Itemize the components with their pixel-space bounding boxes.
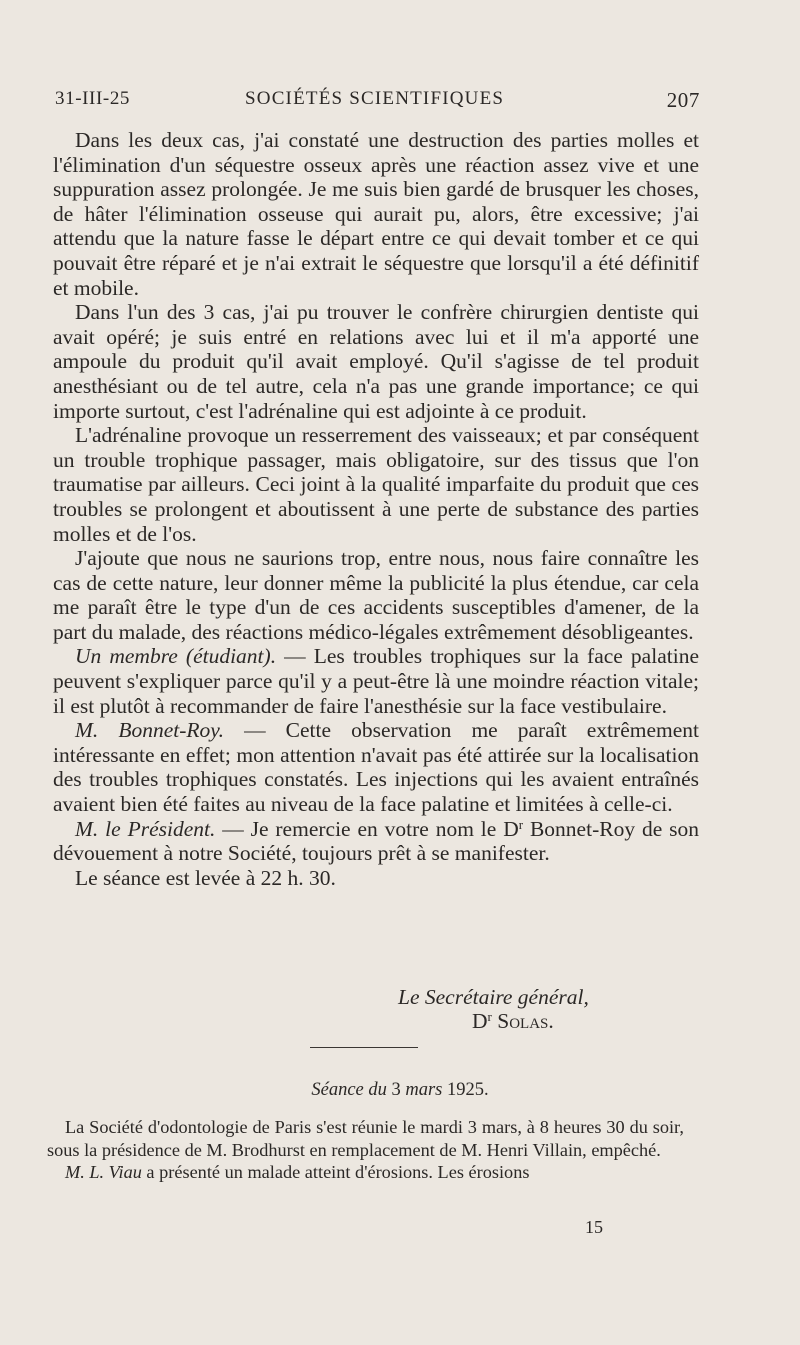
page-number: 207 [666, 88, 700, 112]
paragraph: Le séance est levée à 22 h. 30. [75, 865, 336, 890]
paragraph: Dans l'un des 3 cas, j'ai pu trouver le confrère chirurgien dentiste qui avait opéré; je suis entré en relations avec lui et il m'a apporté une ampoule du produit qu'il avait employé. Qu'il s'agisse de tel produit anesthésiant ou de tel autre, cela n'a pas une grande importance; ce qui importe surtout, c'est l'adrénaline qui est adjointe à ce produit. [53, 300, 699, 423]
signature-folio: 15 [585, 1217, 603, 1237]
section-divider [310, 1047, 418, 1048]
signature-name-line [472, 1009, 554, 1034]
session-label-before: Séance du [311, 1080, 392, 1100]
signature-prefix: D [472, 1009, 488, 1033]
running-header [55, 88, 700, 118]
session-heading [0, 1080, 800, 1101]
paragraph [53, 817, 699, 866]
paragraph: L'adrénaline provoque un resserrement des vaisseaux; et par conséquent un trouble trophique passager, mais obligatoire, sur des tissus que l'on traumatise par ailleurs. Ceci joint à la qualité imparfaite du produit que ces troubles se prolongent et aboutissent à une perte de substance des parties molles et de l'os. [53, 423, 699, 546]
main-text [53, 128, 699, 890]
superscript: r [487, 1009, 492, 1024]
speaker-name: M. L. Viau [65, 1162, 142, 1182]
session-day: 3 [391, 1080, 401, 1100]
paragraph [47, 1161, 684, 1184]
speech-text: — Cette observation me paraît extrêmement intéressante en effet; mon attention n'avait pas été attirée sur la localisation des troubles trophiques constatés. Les injections qui les avaient entraînés avaient bien été faites au niveau de la face palatine et limitées à celle-ci. [53, 718, 699, 817]
speech-text: a présenté un malade atteint d'érosions. Les érosions [141, 1162, 530, 1182]
paragraph: La Société d'odontologie de Paris s'est réunie le mardi 3 mars, à 8 heures 30 du soir, sous la présidence de M. Brodhurst en remplacement de M. Henri Villain, empêché. [47, 1117, 684, 1160]
header-date: 31-III-25 [55, 88, 131, 109]
session-year: 1925. [447, 1080, 489, 1100]
signature-title: Le Secrétaire général, [398, 985, 589, 1009]
speech-text-continued: Bonnet-Roy de son dévouement à notre Société, toujours prêt à se manifester. [53, 816, 699, 866]
session-label-after: mars [400, 1080, 448, 1100]
speaker-name: M. le Président. [75, 816, 216, 841]
paragraph [53, 644, 699, 718]
speaker-name: M. Bonnet-Roy. [75, 718, 225, 743]
session-text [47, 1116, 684, 1184]
paragraph: J'ajoute que nous ne saurions trop, entre nous, nous faire connaître les cas de cette nature, leur donner même la publicité la plus étendue, car cela me paraît être le type d'un de ces accidents susceptibles d'amener, de la part du malade, des réactions médico-légales extrêmement désobligeantes. [53, 546, 699, 644]
paragraph [53, 718, 699, 816]
header-running-title: SOCIÉTÉS SCIENTIFIQUES [245, 88, 505, 109]
superscript: r [518, 816, 524, 832]
speech-text: — Les troubles trophiques sur la face palatine peuvent s'expliquer parce qu'il y a peut-être là une moindre réaction vitale; il est plutôt à recommander de faire l'anesthésie sur la face vestibulaire. [53, 644, 699, 718]
speaker-name: Un membre (étudiant). [75, 644, 277, 669]
signature-name: Solas. [497, 1009, 554, 1033]
speech-text: — Je remercie en votre nom le D [215, 816, 519, 841]
paragraph: Dans les deux cas, j'ai constaté une destruction des parties molles et l'élimination d'un séquestre osseux après une réaction assez vive et une suppuration assez prolongée. Je me suis bien gardé de brusquer les choses, de hâter l'élimination osseuse qui aurait pu, alors, être excessive; j'ai attendu que la nature fasse le départ entre ce qui devait tomber et ce qui pouvait être réparé et je n'ai extrait le séquestre que lorsqu'il a été définitif et mobile. [53, 128, 699, 300]
